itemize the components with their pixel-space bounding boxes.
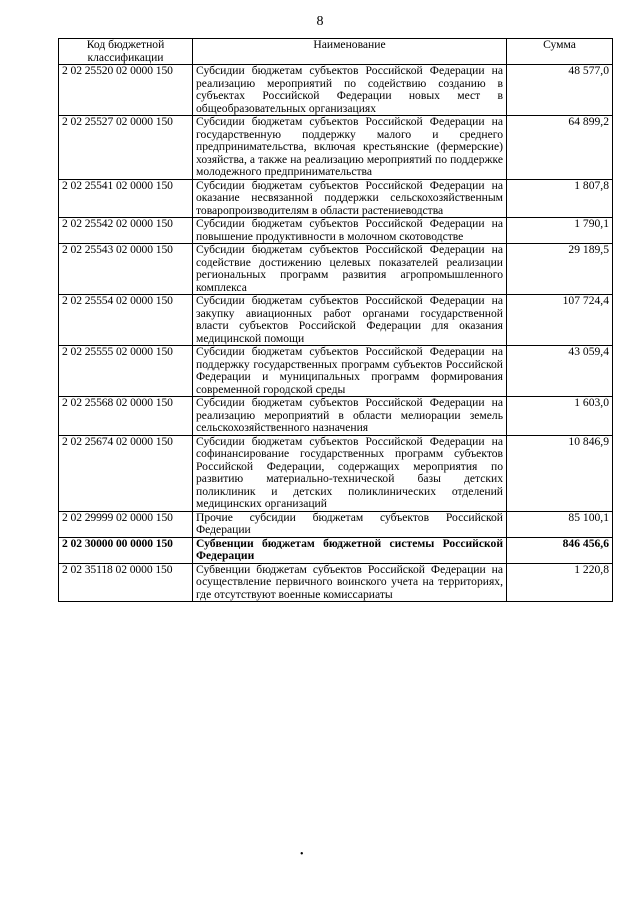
table-row (59, 563, 613, 602)
table-row (59, 116, 613, 180)
row-sum: 1 807,8 (507, 179, 613, 218)
row-code: 2 02 25520 02 0000 150 (59, 65, 193, 116)
table-row (59, 65, 613, 116)
row-sum: 10 846,9 (507, 435, 613, 511)
row-code: 2 02 25541 02 0000 150 (59, 179, 193, 218)
table-row (59, 397, 613, 436)
table-row-total (59, 537, 613, 563)
row-code: 2 02 25543 02 0000 150 (59, 244, 193, 295)
row-name: Субсидии бюджетам субъектов Российской Федерации на реализацию мероприятий по содействию созданию в субъектах Российской Федерации новых мест в общеобразовательных организациях (193, 65, 507, 116)
row-sum: 846 456,6 (507, 537, 613, 563)
header-sum: Сумма (507, 39, 613, 65)
table-row (59, 179, 613, 218)
row-code: 2 02 25554 02 0000 150 (59, 295, 193, 346)
row-code: 2 02 25568 02 0000 150 (59, 397, 193, 436)
page-number: 8 (316, 14, 324, 29)
row-sum: 43 059,4 (507, 346, 613, 397)
row-code: 2 02 30000 00 0000 150 (59, 537, 193, 563)
row-name: Прочие субсидии бюджетам субъектов Российской Федерации (193, 511, 507, 537)
table-row (59, 511, 613, 537)
row-name: Субсидии бюджетам субъектов Российской Федерации на повышение продуктивности в молочном скотоводстве (193, 218, 507, 244)
row-code: 2 02 25527 02 0000 150 (59, 116, 193, 180)
budget-table (58, 38, 613, 602)
row-name: Субсидии бюджетам субъектов Российской Федерации на содействие достижению целевых показателей реализации региональных программ развития агропромышленного комплекса (193, 244, 507, 295)
header-name: Наименование (193, 39, 507, 65)
header-code: Код бюджетной классификации (59, 39, 193, 65)
row-sum: 48 577,0 (507, 65, 613, 116)
row-code: 2 02 25674 02 0000 150 (59, 435, 193, 511)
row-name: Субсидии бюджетам субъектов Российской Федерации на поддержку государственных программ субъектов Российской Федерации и муниципальных программ формирования современной городской среды (193, 346, 507, 397)
row-sum: 1 220,8 (507, 563, 613, 602)
row-name: Субсидии бюджетам субъектов Российской Федерации на оказание несвязанной поддержки сельскохозяйственным товаропроизводителям в области растениеводства (193, 179, 507, 218)
row-sum: 1 790,1 (507, 218, 613, 244)
footer-mark: • (300, 849, 304, 860)
row-sum: 85 100,1 (507, 511, 613, 537)
table-row (59, 244, 613, 295)
row-name: Субсидии бюджетам субъектов Российской Федерации на государственную поддержку малого и среднего предпринимательства, включая крестьянские (фермерские) хозяйства, а также на реализацию мероприятий по поддержке молодежного предпринимательства (193, 116, 507, 180)
row-name: Субвенции бюджетам бюджетной системы Российской Федерации (193, 537, 507, 563)
row-sum: 29 189,5 (507, 244, 613, 295)
row-name: Субсидии бюджетам субъектов Российской Федерации на закупку авиационных работ органами государственной власти субъектов Российской Федерации для оказания медицинской помощи (193, 295, 507, 346)
row-sum: 1 603,0 (507, 397, 613, 436)
row-name: Субвенции бюджетам субъектов Российской Федерации на осуществление первичного воинского учета на территориях, где отсутствуют военные комиссариаты (193, 563, 507, 602)
table-row (59, 346, 613, 397)
table-header-row (59, 39, 613, 65)
row-code: 2 02 29999 02 0000 150 (59, 511, 193, 537)
row-code: 2 02 25555 02 0000 150 (59, 346, 193, 397)
row-code: 2 02 35118 02 0000 150 (59, 563, 193, 602)
row-code: 2 02 25542 02 0000 150 (59, 218, 193, 244)
row-sum: 107 724,4 (507, 295, 613, 346)
table-row (59, 218, 613, 244)
table-row (59, 435, 613, 511)
table-row (59, 295, 613, 346)
row-name: Субсидии бюджетам субъектов Российской Федерации на реализацию мероприятий в области мелиорации земель сельскохозяйственного назначения (193, 397, 507, 436)
row-sum: 64 899,2 (507, 116, 613, 180)
row-name: Субсидии бюджетам субъектов Российской Федерации на софинансирование государственных программ субъектов Российской Федерации, содержащих мероприятия по развитию материально-технической базы детских поликлиник и детских поликлинических отделений медицинских организаций (193, 435, 507, 511)
